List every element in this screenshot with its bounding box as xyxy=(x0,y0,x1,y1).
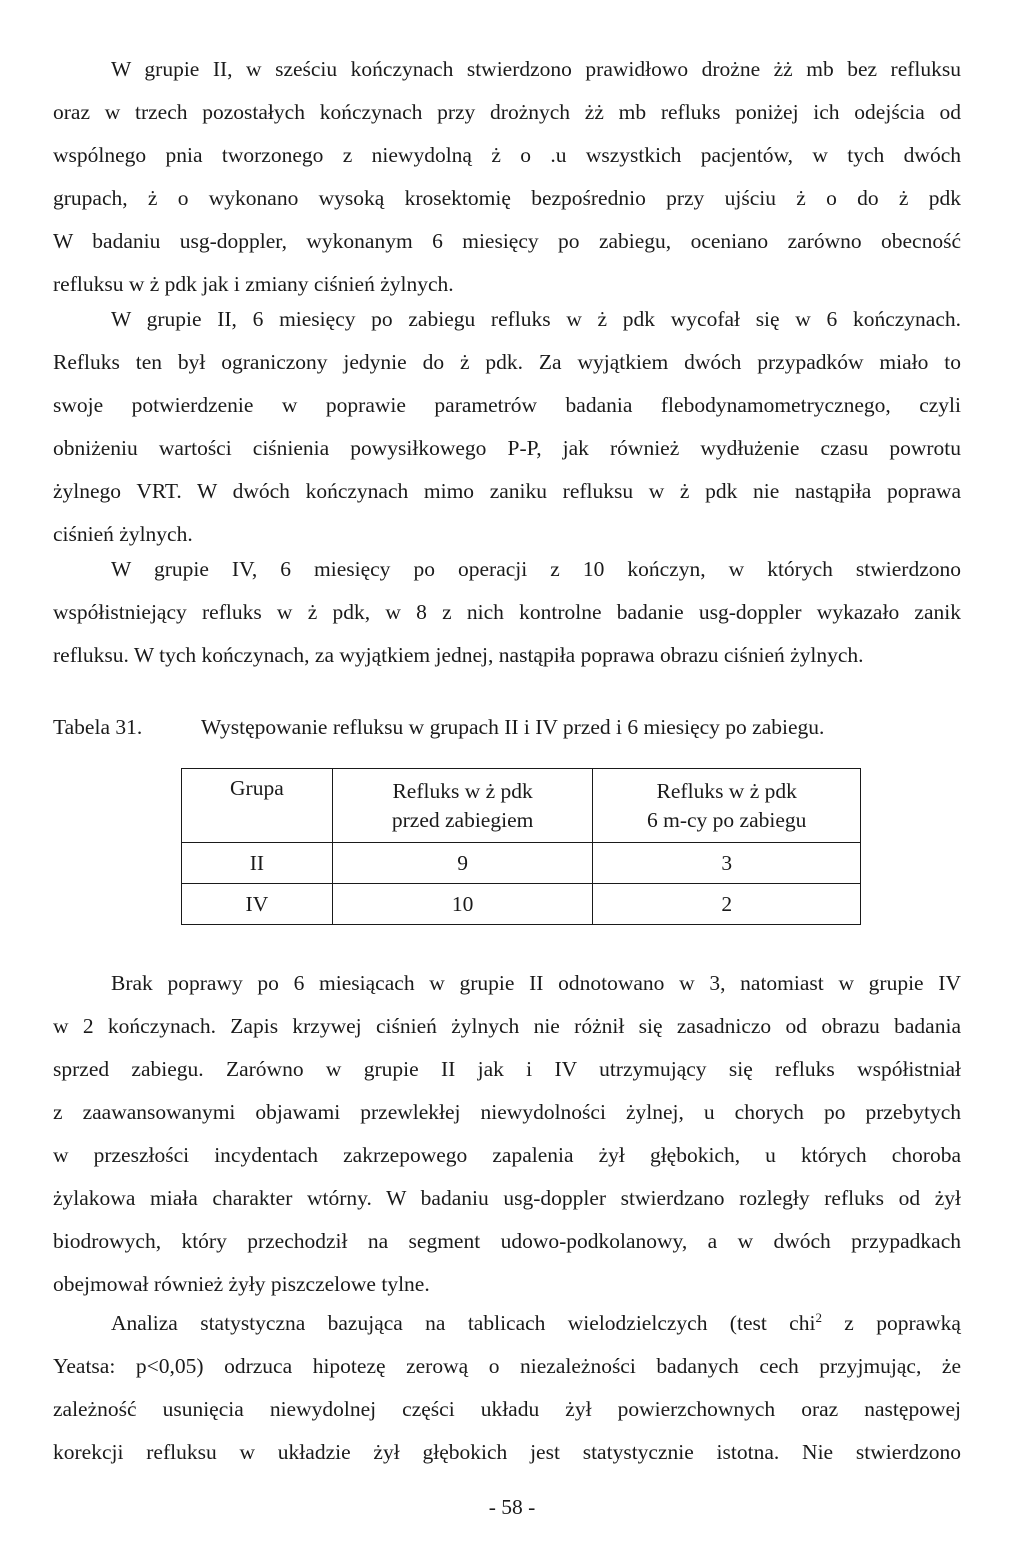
paragraph-statistical-analysis xyxy=(53,1302,961,1474)
text-line: refluksu. W tych kończynach, za wyjątkiem jednej, nastąpiła poprawa obrazu ciśnień żylnych. xyxy=(53,643,864,667)
cell-group: IV xyxy=(182,884,333,925)
text-line: W grupie II, 6 miesięcy po zabiegu refluks w ż pdk wycofał się w 6 kończynach. xyxy=(111,307,961,331)
header-reflux-before: Refluks w ż pdk przed zabiegiem xyxy=(332,769,593,843)
table-caption xyxy=(53,706,961,749)
table-row xyxy=(182,843,861,884)
text-line: współistniejący refluks w ż pdk, w 8 z nich kontrolne badanie usg-doppler wykazało zanik xyxy=(53,600,961,624)
text-line: żylnego VRT. W dwóch kończynach mimo zaniku refluksu w ż pdk nie nastąpiła poprawa xyxy=(53,479,961,503)
cell-before: 9 xyxy=(332,843,593,884)
table-number: Tabela 31. xyxy=(53,715,143,739)
text-line: Yeatsa: p<0,05) odrzuca hipotezę zerową o niezależności badanych cech przyjmując, że xyxy=(53,1354,961,1378)
table-header-row xyxy=(182,769,861,843)
cell-group: II xyxy=(182,843,333,884)
text-line: w przeszłości incydentach zakrzepowego zapalenia żył głębokich, u których choroba xyxy=(53,1143,961,1167)
text-line: ciśnień żylnych. xyxy=(53,522,193,546)
header-group: Grupa xyxy=(182,769,333,843)
text-line: swoje potwierdzenie w poprawie parametrów badania flebodynamometrycznego, czyli xyxy=(53,393,961,417)
superscript: 2 xyxy=(815,1309,822,1325)
page-number: - 58 - xyxy=(488,1495,536,1519)
text-line: W grupie IV, 6 miesięcy po operacji z 10 kończyn, w których stwierdzono xyxy=(111,557,961,581)
text-line: W grupie II, w sześciu kończynach stwierdzono prawidłowo drożne żż mb bez refluksu xyxy=(111,57,961,81)
cell-before: 10 xyxy=(332,884,593,925)
reflux-table xyxy=(181,768,861,925)
paragraph-group-ii-description xyxy=(53,48,961,306)
text-line: oraz w trzech pozostałych kończynach przy drożnych żż mb refluks poniżej ich odejścia od xyxy=(53,100,961,124)
text-line: korekcji refluksu w układzie żył głębokich jest statystycznie istotna. Nie stwierdzono xyxy=(53,1440,961,1464)
text-line: Analiza statystyczna bazująca na tablicach wielodzielczych (test chi$^2$ z poprawką xyxy=(111,1309,961,1335)
cell-after: 3 xyxy=(593,843,861,884)
text-line: Refluks ten był ograniczony jedynie do ż pdk. Za wyjątkiem dwóch przypadków miało to xyxy=(53,350,961,374)
text-line: sprzed zabiegu. Zarówno w grupie II jak i IV utrzymujący się refluks współistniał xyxy=(53,1057,961,1081)
text-line: żylakowa miała charakter wtórny. W badaniu usg-doppler stwierdzano rozległy refluks od żył xyxy=(53,1186,961,1210)
paragraph-group-iv-results xyxy=(53,548,961,677)
text-line: z zaawansowanymi objawami przewlekłej niewydolności żylnej, u chorych po przebytych xyxy=(53,1100,961,1124)
text-line: refluksu w ż pdk jak i zmiany ciśnień żylnych. xyxy=(53,272,454,296)
text-line: obejmował również żyły piszczelowe tylne. xyxy=(53,1272,430,1296)
table-title: Występowanie refluksu w grupach II i IV przed i 6 miesięcy po zabiegu. xyxy=(201,715,825,739)
paragraph-group-ii-results xyxy=(53,298,961,556)
header-reflux-after: Refluks w ż pdk 6 m-cy po zabiegu xyxy=(593,769,861,843)
paragraph-no-improvement xyxy=(53,962,961,1306)
text-line: grupach, ż o wykonano wysoką krosektomię bezpośrednio przy ujściu ż o do ż pdk xyxy=(53,186,961,210)
text-line: W badaniu usg-doppler, wykonanym 6 miesięcy po zabiegu, oceniano zarówno obecność xyxy=(53,229,961,253)
text-line: zależność usunięcia niewydolnej części układu żył powierzchownych oraz następowej xyxy=(53,1397,961,1421)
table-row xyxy=(182,884,861,925)
text-line: obniżeniu wartości ciśnienia powysiłkowego P-P, jak również wydłużenie czasu powrotu xyxy=(53,436,961,460)
cell-after: 2 xyxy=(593,884,861,925)
text-line: biodrowych, który przechodził na segment udowo-podkolanowy, a w dwóch przypadkach xyxy=(53,1229,961,1253)
text-line: Brak poprawy po 6 miesiącach w grupie II odnotowano w 3, natomiast w grupie IV xyxy=(111,971,961,995)
text-line: w 2 kończynach. Zapis krzywej ciśnień żylnych nie różnił się zasadniczo od obrazu badania xyxy=(53,1014,961,1038)
text-line: wspólnego pnia tworzonego z niewydolną ż o .u wszystkich pacjentów, w tych dwóch xyxy=(53,143,961,167)
